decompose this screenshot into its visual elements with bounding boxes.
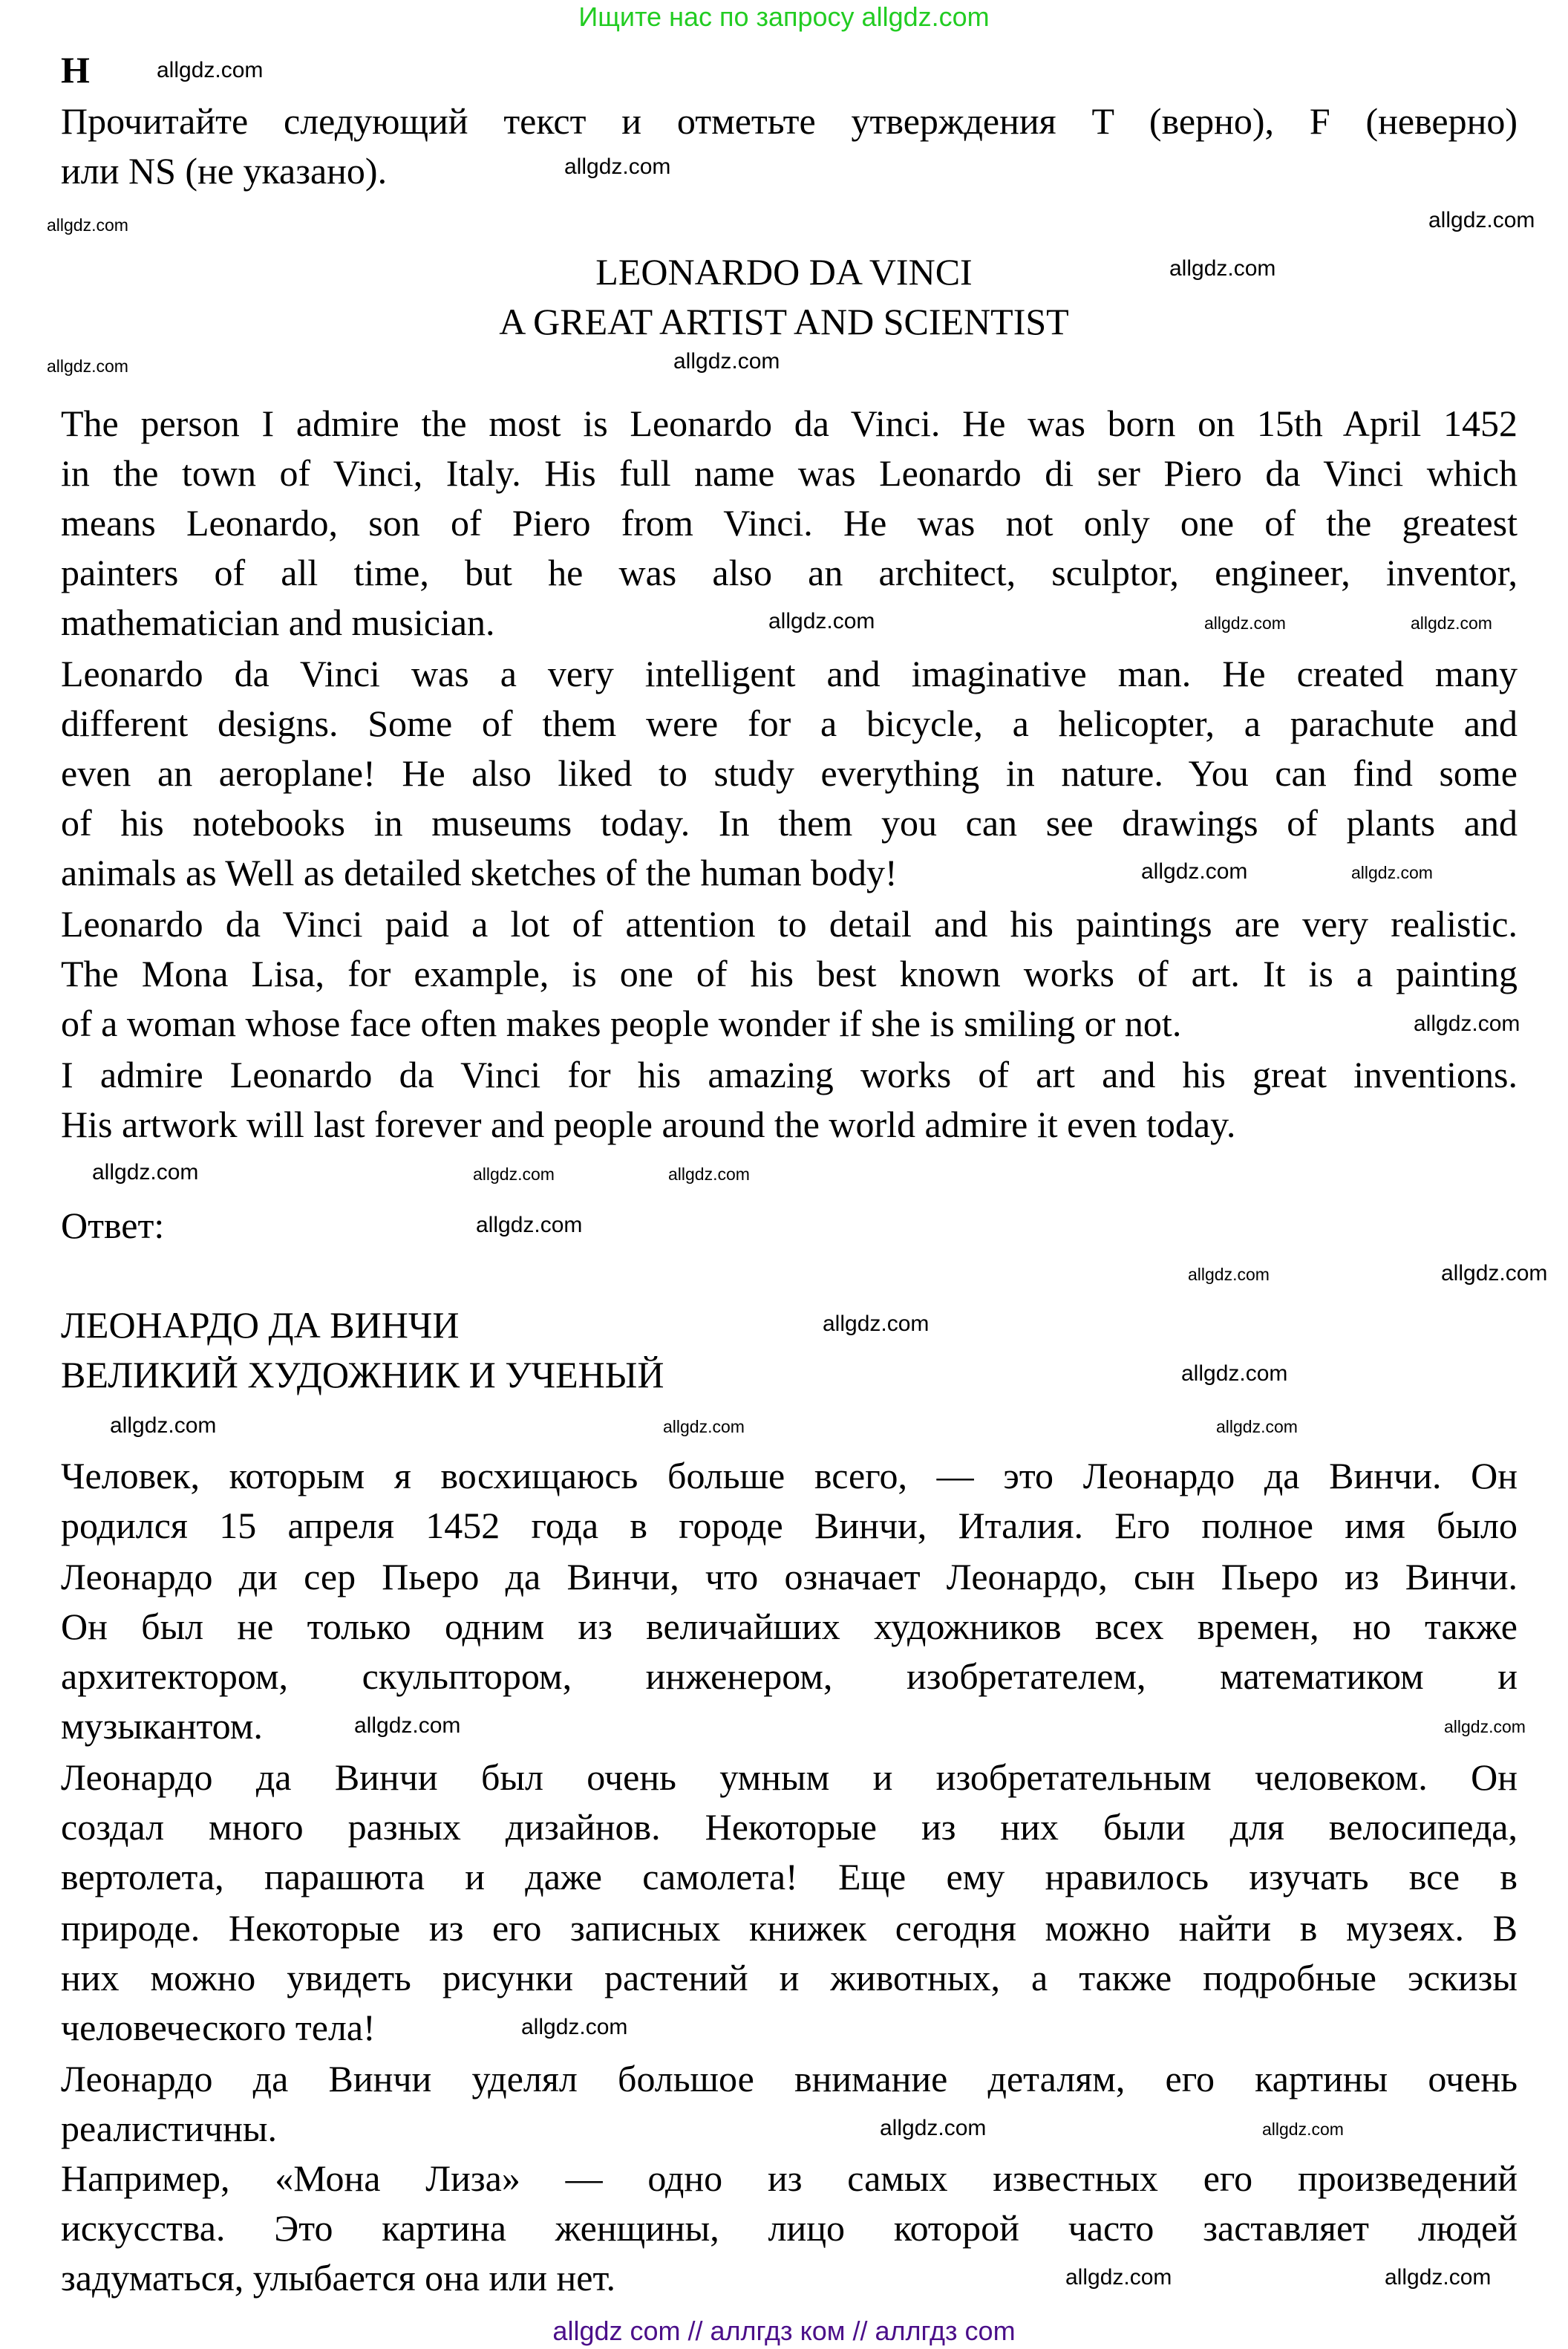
footer-banner[interactable]: allgdz com // аллгдз ком // аллгдз com: [552, 2316, 1016, 2346]
text-ru-line: Леонардо да Винчи уделял большое внимание деталям, его картины очень: [61, 2058, 1518, 2099]
text-ru-line: Человек, которым я восхищаюсь больше всего, — это Леонардо да Винчи. Он: [61, 1455, 1518, 1496]
watermark: allgdz.com: [1181, 1361, 1288, 1386]
text-en-line: Leonardo da Vinci was a very intelligent and imaginative man. He created many: [61, 653, 1518, 694]
text-en-line: painters of all time, but he was also an architect, sculptor, engineer, inventor,: [61, 552, 1518, 593]
watermark: allgdz.com: [880, 2116, 987, 2140]
text-ru-line: них можно увидеть рисунки растений и животных, а также подробные эскизы: [61, 1957, 1518, 1998]
watermark: allgdz.com: [521, 2015, 628, 2039]
watermark: allgdz.com: [1216, 1417, 1298, 1436]
watermark: allgdz.com: [1351, 863, 1433, 882]
header-banner[interactable]: Ищите нас по запросу allgdz.com: [578, 1, 990, 32]
text-ru-line: реалистичны.: [61, 2108, 277, 2149]
watermark: allgdz.com: [1414, 1011, 1520, 1036]
text-ru-line: родился 15 апреля 1452 года в городе Винчи, Италия. Его полное имя было: [61, 1505, 1518, 1546]
text-en-line: means Leonardo, son of Piero from Vinci. He was not only one of the greatest: [61, 502, 1518, 544]
watermark: allgdz.com: [668, 1164, 750, 1184]
text-ru-line: Леонардо да Винчи был очень умным и изобретательным человеком. Он: [61, 1756, 1518, 1798]
text-en-line: The Mona Lisa, for example, is one of his best known works of art. It is a painting: [61, 953, 1518, 994]
text-en-line: I admire Leonardo da Vinci for his amazing works of art and his great inventions.: [61, 1054, 1518, 1095]
text-ru-line: Он был не только одним из величайших художников всех времен, но также: [61, 1606, 1518, 1647]
instruction-line: Прочитайте следующий текст и отметьте утверждения T (верно), F (неверно): [61, 100, 1518, 142]
title-en: LEONARDO DA VINCI: [595, 251, 973, 293]
text-ru-line: природе. Некоторые из его записных книжек сегодня можно найти в музеях. В: [61, 1907, 1518, 1949]
watermark: allgdz.com: [1444, 1717, 1526, 1736]
text-en-line: animals as Well as detailed sketches of the human body!: [61, 852, 898, 893]
text-ru-line: искусства. Это картина женщины, лицо которой часто заставляет людей: [61, 2207, 1518, 2249]
text-ru-line: вертолета, парашюта и даже самолета! Еще ему нравилось изучать все в: [61, 1856, 1518, 1897]
watermark: allgdz.com: [673, 349, 780, 374]
watermark: allgdz.com: [1441, 1261, 1548, 1286]
text-ru-line: Например, «Мона Лиза» — одно из самых известных его произведений: [61, 2157, 1518, 2199]
text-ru-line: музыкантом.: [61, 1705, 263, 1747]
text-ru-line: архитектором, скульптором, инженером, изобретателем, математиком и: [61, 1655, 1518, 1697]
text-en-line: even an aeroplane! He also liked to study everything in nature. You can find some: [61, 752, 1518, 794]
text-en-line: of a woman whose face often makes people wonder if she is smiling or not.: [61, 1003, 1182, 1044]
watermark: allgdz.com: [473, 1164, 555, 1184]
title-ru: ЛЕОНАРДО ДА ВИНЧИ: [61, 1304, 460, 1346]
subtitle-ru: ВЕЛИКИЙ ХУДОЖНИК И УЧЕНЫЙ: [61, 1354, 664, 1395]
watermark: allgdz.com: [1262, 2120, 1344, 2139]
watermark: allgdz.com: [1385, 2265, 1492, 2290]
watermark: allgdz.com: [47, 356, 128, 376]
text-en-line: Leonardo da Vinci paid a lot of attention to detail and his paintings are very realistic.: [61, 903, 1518, 945]
text-ru-line: создал много разных дизайнов. Некоторые из них были для велосипеда,: [61, 1806, 1518, 1848]
text-en-line: His artwork will last forever and people around the world admire it even today.: [61, 1104, 1236, 1145]
text-en-line: The person I admire the most is Leonardo da Vinci. He was born on 15th April 1452: [61, 403, 1518, 444]
watermark: allgdz.com: [1169, 256, 1276, 281]
watermark: allgdz.com: [564, 154, 671, 179]
text-ru-line: задуматься, улыбается она или нет.: [61, 2257, 616, 2298]
watermark: allgdz.com: [768, 609, 875, 633]
watermark: allgdz.com: [110, 1413, 217, 1438]
watermark: allgdz.com: [1204, 613, 1286, 633]
watermark: allgdz.com: [92, 1160, 199, 1185]
watermark: allgdz.com: [823, 1312, 930, 1336]
watermark: allgdz.com: [1411, 613, 1492, 633]
watermark: allgdz.com: [354, 1713, 461, 1738]
text-en-line: of his notebooks in museums today. In them you can see drawings of plants and: [61, 802, 1518, 844]
text-en-line: in the town of Vinci, Italy. His full name was Leonardo di ser Piero da Vinci which: [61, 452, 1518, 494]
task-letter: H: [61, 49, 90, 91]
watermark: allgdz.com: [1428, 208, 1535, 232]
instruction-line: или NS (не указано).: [61, 150, 388, 192]
answer-label: Ответ:: [61, 1205, 165, 1246]
watermark: allgdz.com: [663, 1417, 745, 1436]
text-en-line: different designs. Some of them were for a bicycle, a helicopter, a parachute and: [61, 703, 1518, 744]
watermark: allgdz.com: [476, 1213, 583, 1237]
watermark: allgdz.com: [47, 215, 128, 235]
subtitle-en: A GREAT ARTIST AND SCIENTIST: [499, 301, 1069, 342]
watermark: allgdz.com: [1188, 1265, 1270, 1284]
watermark: allgdz.com: [1065, 2265, 1172, 2290]
text-ru-line: человеческого тела!: [61, 2007, 376, 2048]
text-ru-line: Леонардо ди сер Пьеро да Винчи, что означает Леонардо, сын Пьеро из Винчи.: [61, 1556, 1518, 1597]
watermark: allgdz.com: [157, 58, 264, 82]
text-en-line: mathematician and musician.: [61, 602, 495, 643]
watermark: allgdz.com: [1141, 859, 1248, 884]
